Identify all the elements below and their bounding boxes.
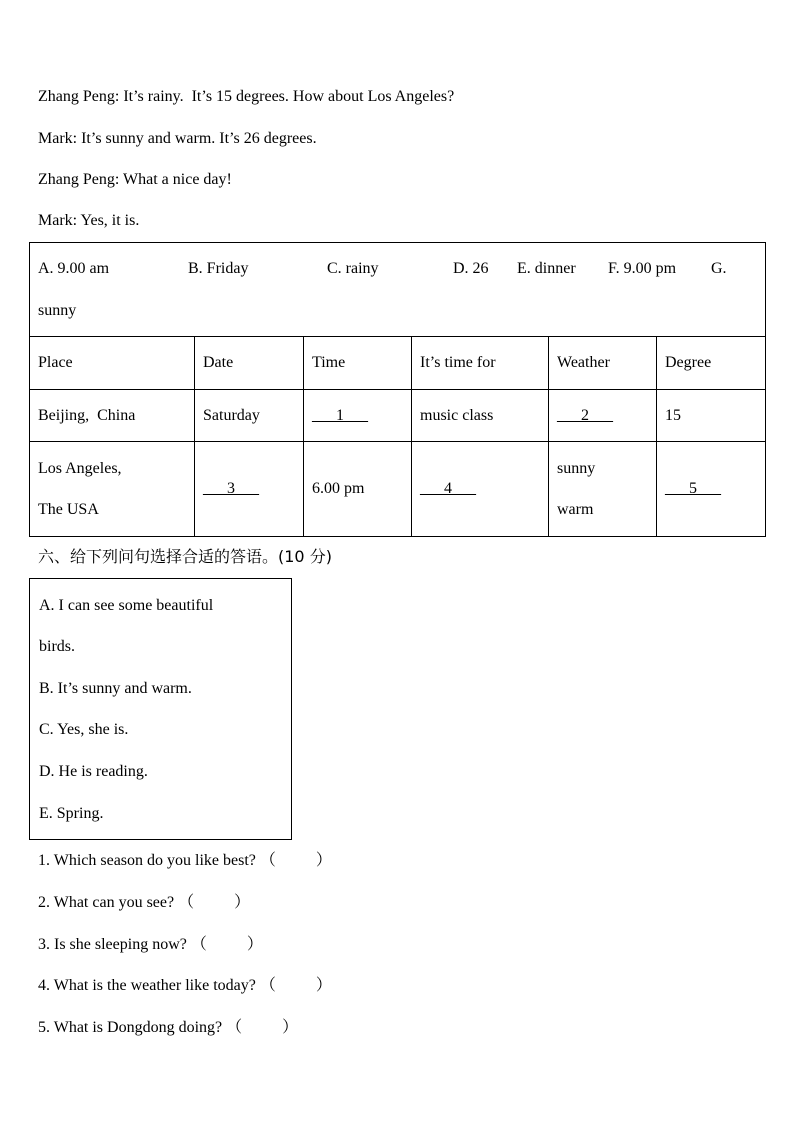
dialogue-line-2: Mark: It’s sunny and warm. It’s 26 degrees. xyxy=(38,130,317,147)
cell-date: Saturday xyxy=(195,390,304,442)
blank-5-text: ___5___ xyxy=(665,480,721,497)
question-5: 5. What is Dongdong doing? （ ） xyxy=(38,1019,299,1036)
blank-1-text: ___1___ xyxy=(312,406,368,424)
cell-weather xyxy=(549,442,657,537)
cell-activity: music class xyxy=(412,390,549,442)
question-3: 3. Is she sleeping now? （ ） xyxy=(38,936,263,953)
option-g: G. xyxy=(711,259,727,277)
dialogue-line-3: Zhang Peng: What a nice day! xyxy=(38,171,232,188)
cell-place-line-2: The USA xyxy=(38,500,99,518)
dialogue-line-4: Mark: Yes, it is. xyxy=(38,212,140,229)
option-c: C. rainy xyxy=(327,259,379,277)
header-time: Time xyxy=(304,337,412,390)
header-degree: Degree xyxy=(657,337,766,390)
blank-2-text: ___2___ xyxy=(557,406,613,424)
table-row-beijing xyxy=(30,390,766,442)
question-4: 4. What is the weather like today? （ ） xyxy=(38,977,332,994)
section-6-heading: 六、给下列问句选择合适的答语。(10 分) xyxy=(38,547,332,566)
header-date: Date xyxy=(195,337,304,390)
cell-weather-line-2: warm xyxy=(557,500,594,518)
header-place: Place xyxy=(30,337,195,390)
option-g-value: sunny xyxy=(38,301,77,319)
blank-2 xyxy=(549,390,657,442)
options-line xyxy=(38,259,765,279)
option-d: D. 26 xyxy=(453,259,489,277)
header-row xyxy=(30,337,766,390)
cell-time: 6.00 pm xyxy=(304,442,412,537)
option-a: A. 9.00 am xyxy=(38,259,110,277)
cell-place xyxy=(30,442,195,537)
blank-5 xyxy=(657,442,766,537)
answer-option-b: B. It’s sunny and warm. xyxy=(39,680,192,697)
blank-4 xyxy=(412,442,549,537)
blank-4-text: ___4___ xyxy=(420,480,476,497)
blank-3 xyxy=(195,442,304,537)
cell-weather-line-1: sunny xyxy=(557,459,596,477)
answer-option-e: E. Spring. xyxy=(39,805,104,822)
blank-1 xyxy=(304,390,412,442)
answer-option-a: A. I can see some beautiful xyxy=(39,597,214,614)
weather-info-table xyxy=(29,242,766,537)
cell-place: Beijing, China xyxy=(30,390,195,442)
options-cell xyxy=(30,243,766,337)
answer-options-box xyxy=(29,578,292,840)
options-line-2 xyxy=(38,301,765,321)
cell-place-line-1: Los Angeles, xyxy=(38,459,122,477)
cell-degree: 15 xyxy=(657,390,766,442)
options-row xyxy=(30,243,766,337)
option-f: F. 9.00 pm xyxy=(608,259,677,277)
answer-option-d: D. He is reading. xyxy=(39,763,148,780)
question-2: 2. What can you see? （ ） xyxy=(38,894,251,911)
answer-option-c: C. Yes, she is. xyxy=(39,721,129,738)
header-weather: Weather xyxy=(549,337,657,390)
answer-option-a-cont: birds. xyxy=(39,638,75,655)
option-e: E. dinner xyxy=(517,259,576,277)
dialogue-line-1: Zhang Peng: It’s rainy. It’s 15 degrees. How about Los Angeles? xyxy=(38,88,455,105)
question-1: 1. Which season do you like best? （ ） xyxy=(38,852,332,869)
blank-3-text: ___3___ xyxy=(203,480,259,497)
option-b: B. Friday xyxy=(188,259,249,277)
header-activity: It’s time for xyxy=(412,337,549,390)
table-row-los-angeles xyxy=(30,442,766,537)
